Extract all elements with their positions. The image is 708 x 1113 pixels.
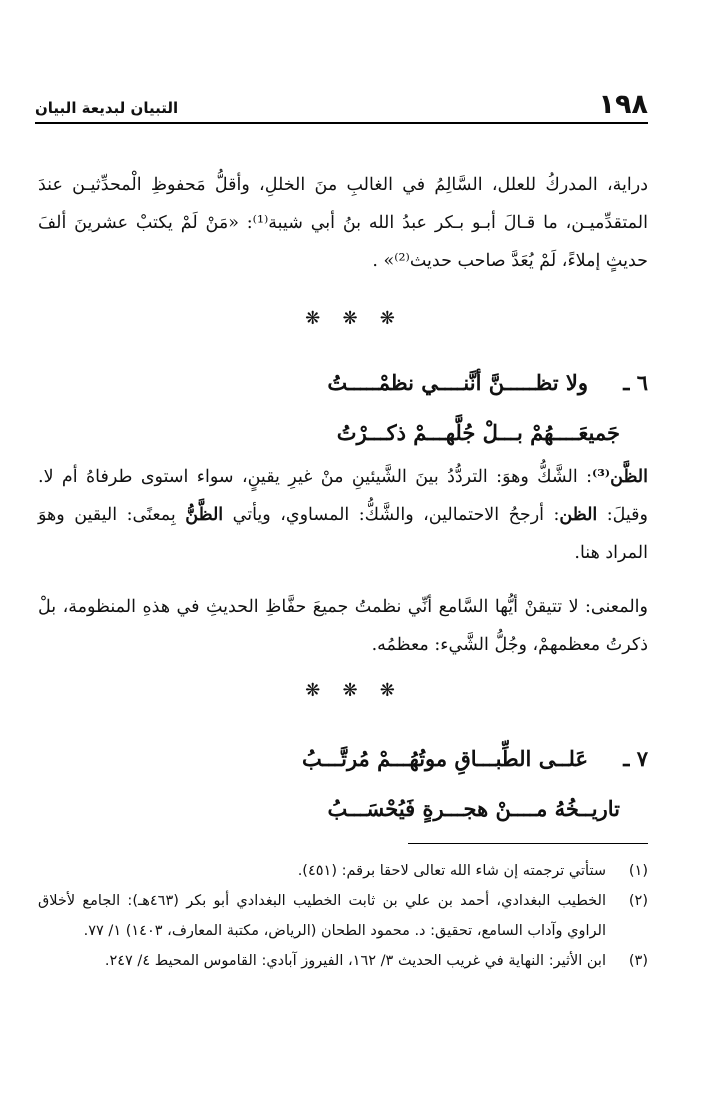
page-header bbox=[35, 88, 648, 124]
verse-7-second-hemistich: تاريــخُهُ مــــنْ هجـــرةٍ فَيُحْسَـــبُ bbox=[327, 796, 620, 821]
verse-6-second-hemistich: جَميعَــــهُمْ بـــلْ جُلَّهـــمْ ذكـــرْتُ bbox=[336, 420, 620, 445]
footnote-marker: (٣) bbox=[628, 953, 648, 969]
commentary-text-2: : أرجحُ الاحتمالين، والشَّكُّ: المساوي، ويأتي bbox=[223, 505, 560, 525]
footnote-text: ابن الأثير: النهاية في غريب الحديث ٣/ ١٦٢، الفيروز آبادي: القاموس المحيط ٤/ ٢٤٧. bbox=[104, 953, 606, 969]
verse-7-first-hemistich: عَلــى الطِّبـــاقِ موتُهُـــمْ مُرتَّـــبُ bbox=[302, 746, 588, 771]
intro-paragraph: دراية، المدركُ للعلل، السَّالِمُ في الغالبِ منَ الخللِ، وأقلُّ مَحفوظِ الْمحدِّثيـن عندَ المتقدِّميـن، ما قـالَ أبـو بـكر عبدُ الله بنُ أبي شيبة⁽¹⁾: «مَنْ لَمْ يكتبْ عشرينَ ألفَ حديثٍ إملاءً، لَمْ يُعَدَّ صاحب حديث⁽²⁾» . bbox=[38, 175, 648, 271]
page-number: ١٩٨ bbox=[598, 89, 648, 120]
running-title: التبيان لبديعة البيان bbox=[35, 99, 179, 117]
term-zann-2: الظن bbox=[559, 505, 598, 525]
commentary-text-1: : الشَّكُّ وهوَ: التردُّدُ بينَ الشَّيئينِ منْ غيرِ يقينٍ، سواء استوى طرفاهُ أم لا. وقيلَ: bbox=[38, 467, 648, 525]
footnotes bbox=[38, 856, 648, 976]
footnote-divider bbox=[408, 843, 648, 844]
footnote bbox=[38, 886, 648, 946]
verse-7-line-1 bbox=[38, 742, 648, 776]
commentary-paragraph bbox=[38, 458, 648, 572]
section-separator-2: ❋ ❋ ❋ bbox=[305, 680, 403, 701]
verse-6-line-1 bbox=[38, 366, 648, 400]
footnote-marker: (١) bbox=[628, 863, 648, 879]
footnote-text: ستأتي ترجمته إن شاء الله تعالى لاحقا برقم: (٤٥١). bbox=[297, 863, 606, 879]
term-zann-3: الظَّنُّ bbox=[185, 505, 224, 525]
footnote bbox=[38, 946, 648, 976]
meaning-paragraph: والمعنى: لا تتيقنْ أيُّها السَّامع أنِّي نظمتُ جميعَ حفَّاظِ الحديثِ في هذهِ المنظومة، بلْ ذكرتُ معظمهمْ، وجُلُّ الشَّيء: معظمُه. bbox=[38, 597, 648, 655]
term-zann: الظَّن⁽³⁾ bbox=[592, 467, 648, 487]
verse-6-number: ٦ ـ bbox=[623, 370, 648, 395]
footnote-text: الخطيب البغدادي، أحمد بن علي بن ثابت الخطيب البغدادي أبو بكر (٤٦٣هـ): الجامع لأخلاق الراوي وآداب السامع، تحقيق: د. محمود الطحان (الرياض، مكتبة المعارف، ١٤٠٣) ١/ ٧٧. bbox=[38, 893, 606, 939]
commentary-text-3: بِمعنًى: اليقين وهوَ المراد هنا. bbox=[38, 505, 648, 563]
section-separator: ❋ ❋ ❋ bbox=[305, 308, 403, 329]
verse-7-number: ٧ ـ bbox=[623, 746, 648, 771]
verse-6-first-hemistich: ولا تظـــــنَّ أنَّنــــي نظمْـــــتُ bbox=[327, 370, 588, 395]
footnote-marker: (٢) bbox=[628, 893, 648, 909]
footnote bbox=[38, 856, 648, 886]
